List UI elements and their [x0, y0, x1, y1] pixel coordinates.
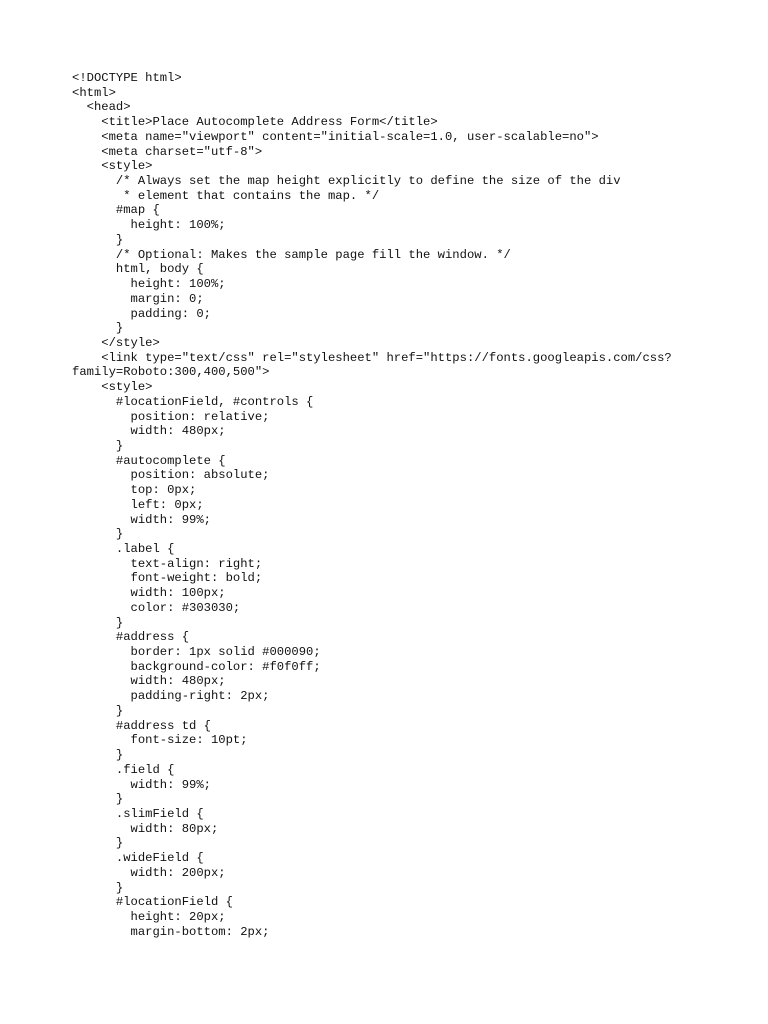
code-line: <meta charset="utf-8"> [72, 144, 263, 159]
code-line: * element that contains the map. */ [72, 188, 380, 203]
code-line: background-color: #f0f0ff; [72, 659, 321, 674]
code-line: /* Always set the map height explicitly to define the size of the div [72, 174, 621, 189]
code-line: color: #303030; [72, 600, 241, 615]
code-line: height: 100%; [72, 277, 226, 292]
code-line: .slimField { [72, 806, 204, 821]
code-line: family=Roboto:300,400,500"> [72, 365, 270, 380]
code-line: padding: 0; [72, 306, 211, 321]
code-line: <!DOCTYPE html> [72, 71, 182, 85]
code-line: top: 0px; [72, 483, 197, 498]
code-line: width: 200px; [72, 865, 226, 880]
code-line: <meta name="viewport" content="initial-scale=1.0, user-scalable=no"> [72, 129, 599, 144]
code-line: position: absolute; [72, 468, 270, 483]
code-line: #locationField, #controls { [72, 394, 314, 409]
code-line: text-align: right; [72, 556, 263, 571]
code-line: .label { [72, 542, 175, 556]
code-line: #locationField { [72, 895, 233, 910]
code-line: </style> [72, 335, 160, 350]
code-line: html, body { [72, 262, 204, 277]
code-line: <style> [72, 380, 153, 395]
code-line: } [72, 836, 124, 851]
code-line: <head> [72, 100, 131, 115]
code-line: width: 480px; [72, 674, 226, 689]
code-line: } [72, 748, 124, 763]
code-line: } [72, 232, 124, 247]
code-line: width: 80px; [72, 821, 219, 836]
code-line: margin: 0; [72, 291, 204, 306]
code-line: position: relative; [72, 409, 270, 424]
code-line: left: 0px; [72, 497, 204, 512]
code-line: margin-bottom: 2px; [72, 924, 270, 939]
code-line: padding-right: 2px; [72, 689, 270, 704]
code-line: <style> [72, 159, 153, 174]
code-line: <link type="text/css" rel="stylesheet" href="https://fonts.googleapis.com/css? [72, 350, 672, 365]
code-line: } [72, 792, 124, 807]
code-line: } [72, 703, 124, 718]
code-line: .field { [72, 762, 175, 777]
code-line: } [72, 321, 124, 336]
code-line: #map { [72, 203, 160, 218]
code-line: } [72, 438, 124, 453]
code-line: width: 99%; [72, 777, 211, 792]
code-line: width: 99%; [72, 512, 211, 527]
code-line: font-weight: bold; [72, 571, 263, 586]
source-code-listing [72, 71, 702, 939]
code-line: <title>Place Autocomplete Address Form</title> [72, 115, 438, 130]
code-line: border: 1px solid #000090; [72, 645, 321, 660]
code-line: font-size: 10pt; [72, 733, 248, 748]
code-line: #address { [72, 630, 190, 645]
code-line: <html> [72, 85, 116, 100]
code-line: #autocomplete { [72, 453, 226, 468]
code-line: .wideField { [72, 851, 204, 866]
code-line: } [72, 527, 124, 542]
code-line: height: 20px; [72, 909, 226, 924]
code-line: } [72, 615, 124, 630]
code-line: #address td { [72, 718, 211, 733]
code-line: /* Optional: Makes the sample page fill the window. */ [72, 247, 511, 262]
code-line: height: 100%; [72, 218, 226, 233]
code-line: width: 480px; [72, 424, 226, 439]
code-line: width: 100px; [72, 586, 226, 601]
code-line: } [72, 880, 124, 895]
